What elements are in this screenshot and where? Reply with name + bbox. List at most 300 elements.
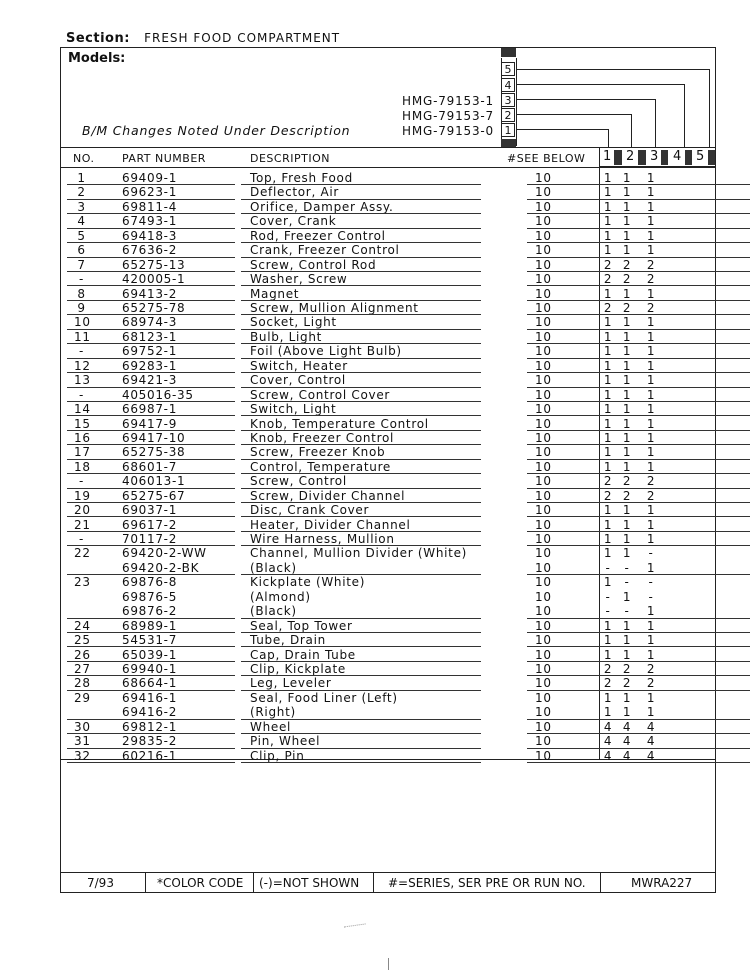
model-box-4: 4 [501, 78, 515, 92]
row-qty-series-2: 1 [622, 344, 632, 359]
table-row [61, 460, 715, 474]
row-part-number: 65039-1 [122, 647, 178, 662]
table-row [61, 214, 715, 228]
col-header-see-below: #SEE BELOW [507, 152, 586, 165]
row-see-below: 10 [535, 214, 552, 229]
scan-mark-bottom [501, 139, 516, 147]
row-part-number: 69283-1 [122, 358, 178, 373]
row-see-below: 10 [535, 604, 552, 619]
section-heading [66, 31, 340, 46]
row-qty-series-2: 1 [622, 503, 632, 518]
model-box-5: 5 [501, 62, 515, 76]
row-qty-series-2: 1 [622, 315, 632, 330]
row-description: Kickplate (White) [250, 575, 366, 590]
row-description: Switch, Light [250, 402, 337, 416]
row-qty-series-3: 1 [646, 690, 656, 705]
row-part-number: 60216-1 [122, 748, 178, 763]
row-qty-series-3: 1 [646, 286, 656, 301]
table-row [61, 388, 715, 402]
table-row [61, 431, 715, 445]
row-item-number: 3 [77, 199, 86, 214]
row-item-number: 8 [77, 286, 86, 301]
row-qty-series-3: - [648, 575, 654, 590]
row-see-below: 10 [535, 459, 552, 474]
row-qty-series-2: 1 [622, 589, 632, 604]
row-qty-series-3: 1 [646, 373, 656, 388]
row-item-number: 26 [74, 647, 91, 662]
row-qty-series-3: 1 [646, 604, 656, 619]
row-description: (Right) [250, 705, 296, 720]
row-underline [241, 762, 481, 763]
row-qty-series-2: 1 [622, 387, 632, 402]
row-see-below: 10 [535, 373, 552, 388]
row-part-number: 69876-8 [122, 575, 178, 590]
row-description: Crank, Freezer Control [250, 243, 400, 258]
row-description: Screw, Control Cover [250, 387, 391, 402]
row-description: Heater, Divider Channel [250, 517, 411, 532]
row-qty-series-2: 1 [622, 532, 632, 546]
table-row [61, 561, 715, 575]
row-qty-series-3: 1 [646, 503, 656, 518]
row-qty-series-1: 1 [603, 243, 613, 258]
table-row [61, 330, 715, 344]
row-qty-series-1: 1 [603, 575, 613, 590]
bm-changes-note: B/M Changes Noted Under Description [82, 123, 351, 138]
row-qty-series-3: 2 [646, 662, 656, 676]
row-qty-series-2: 2 [622, 488, 632, 503]
row-qty-series-3: 1 [646, 199, 656, 214]
model-box-3: 3 [501, 93, 515, 107]
section-value: FRESH FOOD COMPARTMENT [144, 31, 341, 45]
row-qty-series-1: 1 [603, 416, 613, 431]
row-part-number: 69417-9 [122, 416, 178, 431]
row-qty-series-1: 4 [603, 719, 613, 734]
row-qty-series-2: - [624, 575, 630, 590]
table-row [61, 676, 715, 690]
row-part-number: 65275-38 [122, 445, 186, 460]
row-see-below: 10 [535, 402, 552, 416]
row-qty-series-1: 1 [603, 503, 613, 518]
row-qty-series-1: - [605, 589, 611, 604]
row-qty-series-2: 1 [622, 329, 632, 344]
row-item-number: 6 [77, 243, 86, 258]
row-qty-series-1: 1 [603, 344, 613, 359]
table-row [61, 749, 715, 763]
table-row [61, 344, 715, 358]
row-qty-series-3: 1 [646, 344, 656, 359]
table-row [61, 734, 715, 748]
row-qty-series-3: 1 [646, 387, 656, 402]
row-description: Switch, Heater [250, 358, 348, 373]
table-row [61, 662, 715, 676]
row-part-number: 69876-2 [122, 604, 178, 619]
scan-mark-series-5 [708, 150, 715, 165]
row-qty-series-1: 1 [603, 532, 613, 546]
row-item-number: - [78, 532, 85, 546]
row-qty-series-1: 4 [603, 748, 613, 763]
row-see-below: 10 [535, 185, 552, 200]
row-see-below: 10 [535, 199, 552, 214]
footer-series-note: #=SERIES, SER PRE OR RUN NO. [388, 876, 586, 890]
row-description: Pin, Wheel [250, 734, 321, 749]
row-description: Leg, Leveler [250, 676, 332, 691]
row-qty-series-1: 2 [603, 257, 613, 272]
row-qty-series-3: - [648, 589, 654, 604]
scan-mark-series-3 [661, 150, 668, 165]
footer-sep-3 [373, 873, 374, 893]
row-see-below: 10 [535, 272, 552, 287]
model-name-1: HMG-79153-1 [402, 94, 494, 108]
row-see-below: 10 [535, 662, 552, 676]
table-row [61, 445, 715, 459]
row-qty-series-2: 2 [622, 272, 632, 287]
row-qty-series-1: 2 [603, 488, 613, 503]
row-qty-series-2: 1 [622, 243, 632, 258]
row-item-number: 28 [74, 676, 91, 691]
row-part-number: 65275-78 [122, 301, 186, 315]
row-qty-series-1: 1 [603, 546, 613, 561]
row-see-below: 10 [535, 748, 552, 763]
row-description: Foil (Above Light Bulb) [250, 344, 402, 359]
row-qty-series-3: 1 [646, 647, 656, 662]
row-part-number: 69418-3 [122, 228, 178, 243]
row-description: Socket, Light [250, 315, 337, 330]
table-row [61, 474, 715, 488]
row-qty-series-3: 1 [646, 214, 656, 229]
row-qty-series-2: 4 [622, 734, 632, 749]
row-qty-series-1: 1 [603, 445, 613, 460]
row-part-number: 67636-2 [122, 243, 178, 258]
series-header [599, 147, 716, 167]
row-qty-series-1: 1 [603, 517, 613, 532]
row-description: Seal, Top Tower [250, 618, 353, 633]
row-qty-series-2: 1 [622, 171, 632, 185]
row-item-number: 9 [77, 301, 86, 315]
row-qty-series-1: - [605, 604, 611, 619]
row-qty-series-3: 1 [646, 705, 656, 720]
row-qty-series-1: 1 [603, 430, 613, 445]
table-row [61, 705, 715, 719]
table-row [61, 229, 715, 243]
row-see-below: 10 [535, 560, 552, 575]
row-qty-series-1: 2 [603, 474, 613, 489]
row-qty-series-2: 1 [622, 517, 632, 532]
row-qty-series-1: 1 [603, 387, 613, 402]
row-see-below: 10 [535, 171, 552, 185]
row-part-number: 69420-2-BK [122, 560, 200, 575]
row-part-number: 69940-1 [122, 662, 178, 676]
row-part-number: 54531-7 [122, 633, 178, 648]
row-qty-series-2: 1 [622, 546, 632, 561]
scan-smudge [342, 914, 365, 928]
row-item-number: 18 [74, 459, 91, 474]
row-description: Channel, Mullion Divider (White) [250, 546, 468, 561]
row-see-below: 10 [535, 474, 552, 489]
row-qty-series-3: 4 [646, 719, 656, 734]
row-see-below: 10 [535, 358, 552, 373]
row-part-number: 69037-1 [122, 503, 178, 518]
row-description: Screw, Mullion Alignment [250, 301, 419, 315]
row-part-number: 69416-1 [122, 690, 178, 705]
row-item-number: 1 [77, 171, 86, 185]
row-see-below: 10 [535, 676, 552, 691]
row-item-number: 20 [74, 503, 91, 518]
row-description: Wheel [250, 719, 292, 734]
row-qty-series-3: 1 [646, 633, 656, 648]
row-item-number: 2 [77, 185, 86, 200]
table-row [61, 619, 715, 633]
row-qty-series-1: 2 [603, 676, 613, 691]
row-part-number: 66987-1 [122, 402, 178, 416]
col-header-no: NO. [73, 152, 95, 165]
row-qty-series-3: 1 [646, 430, 656, 445]
row-part-number: 69420-2-WW [122, 546, 207, 561]
footer-sep-1 [145, 873, 146, 893]
row-item-number: 15 [74, 416, 91, 431]
row-qty-series-3: 1 [646, 243, 656, 258]
row-see-below: 10 [535, 387, 552, 402]
table-row [61, 546, 715, 560]
row-item-number: 11 [74, 329, 91, 344]
row-qty-series-2: 1 [622, 185, 632, 200]
row-item-number: 32 [74, 748, 91, 763]
row-part-number: 69811-4 [122, 199, 178, 214]
table-row [61, 489, 715, 503]
model-name-3: HMG-79153-0 [402, 124, 494, 138]
row-see-below: 10 [535, 257, 552, 272]
row-see-below: 10 [535, 575, 552, 590]
row-item-number: 22 [74, 546, 91, 561]
row-part-number: 68123-1 [122, 329, 178, 344]
bracket-1 [516, 129, 609, 148]
series-header-2: 2 [626, 149, 635, 164]
table-row [61, 301, 715, 315]
row-qty-series-1: - [605, 560, 611, 575]
row-description: Knob, Temperature Control [250, 416, 429, 431]
table-row [61, 648, 715, 662]
row-part-number: 69752-1 [122, 344, 178, 359]
scan-mark-series-4 [685, 150, 692, 165]
row-qty-series-2: 1 [622, 214, 632, 229]
row-qty-series-2: 1 [622, 358, 632, 373]
table-row [61, 417, 715, 431]
models-label: Models: [68, 51, 126, 66]
row-qty-series-2: 1 [622, 459, 632, 474]
row-see-below: 10 [535, 647, 552, 662]
row-see-below: 10 [535, 719, 552, 734]
table-row [61, 258, 715, 272]
table-row [61, 503, 715, 517]
row-qty-series-2: 2 [622, 676, 632, 691]
row-item-number: 31 [74, 734, 91, 749]
row-description: Screw, Control [250, 474, 347, 489]
row-qty-series-3: 1 [646, 560, 656, 575]
row-qty-series-2: 2 [622, 474, 632, 489]
row-see-below: 10 [535, 488, 552, 503]
row-qty-series-1: 1 [603, 690, 613, 705]
row-qty-series-1: 4 [603, 734, 613, 749]
row-see-below: 10 [535, 532, 552, 546]
row-qty-series-2: 1 [622, 286, 632, 301]
col-header-description: DESCRIPTION [250, 152, 330, 165]
row-item-number: 21 [74, 517, 91, 532]
row-item-number: 13 [74, 373, 91, 388]
row-qty-series-3: 2 [646, 488, 656, 503]
table-row [61, 575, 715, 589]
row-qty-series-2: 2 [622, 301, 632, 315]
row-see-below: 10 [535, 430, 552, 445]
row-qty-series-3: 1 [646, 459, 656, 474]
row-qty-series-3: 1 [646, 171, 656, 185]
row-see-below: 10 [535, 546, 552, 561]
row-qty-series-3: 1 [646, 445, 656, 460]
table-row [61, 518, 715, 532]
row-part-number: 70117-2 [122, 532, 178, 546]
footer-bar [60, 872, 716, 893]
row-part-number: 68989-1 [122, 618, 178, 633]
model-name-2: HMG-79153-7 [402, 109, 494, 123]
footer-sep-2 [253, 873, 254, 893]
row-qty-series-2: - [624, 560, 630, 575]
row-qty-series-2: 1 [622, 199, 632, 214]
row-part-number: 67493-1 [122, 214, 178, 229]
table-row [61, 590, 715, 604]
row-see-below: 10 [535, 503, 552, 518]
row-qty-series-1: 1 [603, 647, 613, 662]
row-see-below: 10 [535, 243, 552, 258]
row-see-below: 10 [535, 618, 552, 633]
row-qty-series-1: 1 [603, 358, 613, 373]
row-qty-series-2: 1 [622, 228, 632, 243]
row-description: Cover, Control [250, 373, 346, 388]
row-item-number: 24 [74, 618, 91, 633]
row-see-below: 10 [535, 445, 552, 460]
row-qty-series-1: 1 [603, 228, 613, 243]
scan-edge-mark [388, 958, 389, 970]
row-underline [67, 762, 113, 763]
row-description: Bulb, Light [250, 329, 323, 344]
row-description: Clip, Pin [250, 748, 305, 763]
row-qty-series-1: 1 [603, 705, 613, 720]
model-box-1: 1 [501, 123, 515, 137]
header-top-rule [61, 147, 601, 148]
row-qty-series-2: 1 [622, 402, 632, 416]
row-see-below: 10 [535, 705, 552, 720]
table-row [61, 359, 715, 373]
row-item-number: 10 [74, 315, 91, 330]
row-description: Top, Fresh Food [250, 171, 353, 185]
table-row [61, 315, 715, 329]
row-qty-series-3: 1 [646, 185, 656, 200]
table-row [61, 171, 715, 185]
table-row [61, 185, 715, 199]
row-qty-series-2: - [624, 604, 630, 619]
header-bottom-rule [61, 167, 715, 168]
row-qty-series-2: 2 [622, 662, 632, 676]
table-row [61, 402, 715, 416]
row-description: Rod, Freezer Control [250, 228, 386, 243]
row-part-number: 420005-1 [122, 272, 186, 287]
row-item-number: - [78, 272, 85, 287]
row-qty-series-1: 1 [603, 214, 613, 229]
row-qty-series-1: 1 [603, 618, 613, 633]
row-qty-series-1: 1 [603, 402, 613, 416]
row-part-number: 68601-7 [122, 459, 178, 474]
row-qty-series-1: 2 [603, 301, 613, 315]
row-qty-series-1: 1 [603, 171, 613, 185]
row-qty-series-1: 1 [603, 315, 613, 330]
row-item-number: 25 [74, 633, 91, 648]
row-item-number: 4 [77, 214, 86, 229]
row-qty-series-3: 2 [646, 474, 656, 489]
row-description: Screw, Control Rod [250, 257, 377, 272]
row-qty-series-2: 1 [622, 416, 632, 431]
row-part-number: 69409-1 [122, 171, 178, 185]
row-qty-series-2: 4 [622, 719, 632, 734]
row-item-number: 14 [74, 402, 91, 416]
footer-sep-4 [600, 873, 601, 893]
table-row [61, 532, 715, 546]
row-item-number: 30 [74, 719, 91, 734]
row-qty-series-3: 1 [646, 517, 656, 532]
row-part-number: 69617-2 [122, 517, 178, 532]
series-header-3: 3 [650, 149, 659, 164]
row-qty-series-1: 1 [603, 329, 613, 344]
row-part-number: 65275-67 [122, 488, 186, 503]
row-qty-series-3: 2 [646, 676, 656, 691]
row-part-number: 68974-3 [122, 315, 178, 330]
row-part-number: 405016-35 [122, 387, 194, 402]
row-description: Magnet [250, 286, 300, 301]
row-qty-series-1: 2 [603, 662, 613, 676]
row-see-below: 10 [535, 344, 552, 359]
row-item-number: 17 [74, 445, 91, 460]
row-qty-series-2: 4 [622, 748, 632, 763]
table-row [61, 243, 715, 257]
row-part-number: 69417-10 [122, 430, 186, 445]
row-see-below: 10 [535, 329, 552, 344]
row-item-number: 12 [74, 358, 91, 373]
row-part-number: 69623-1 [122, 185, 178, 200]
row-description: Cover, Crank [250, 214, 337, 229]
row-item-number: 23 [74, 575, 91, 590]
row-see-below: 10 [535, 315, 552, 330]
series-header-1: 1 [603, 149, 612, 164]
row-underline [527, 762, 750, 763]
row-see-below: 10 [535, 228, 552, 243]
row-item-number: 19 [74, 488, 91, 503]
row-qty-series-3: - [648, 546, 654, 561]
row-description: Seal, Food Liner (Left) [250, 690, 398, 705]
row-part-number: 65275-13 [122, 257, 186, 272]
row-qty-series-1: 1 [603, 633, 613, 648]
row-underline [113, 762, 235, 763]
footer-date: 7/93 [87, 876, 114, 890]
row-qty-series-1: 1 [603, 185, 613, 200]
row-qty-series-2: 1 [622, 430, 632, 445]
row-item-number: 5 [77, 228, 86, 243]
row-qty-series-1: 1 [603, 459, 613, 474]
row-description: Orifice, Damper Assy. [250, 199, 394, 214]
row-qty-series-2: 1 [622, 690, 632, 705]
row-qty-series-3: 1 [646, 532, 656, 546]
row-item-number: - [78, 474, 85, 489]
row-description: Cap, Drain Tube [250, 647, 356, 662]
series-header-4: 4 [673, 149, 682, 164]
row-qty-series-1: 2 [603, 272, 613, 287]
row-see-below: 10 [535, 589, 552, 604]
row-qty-series-3: 2 [646, 301, 656, 315]
